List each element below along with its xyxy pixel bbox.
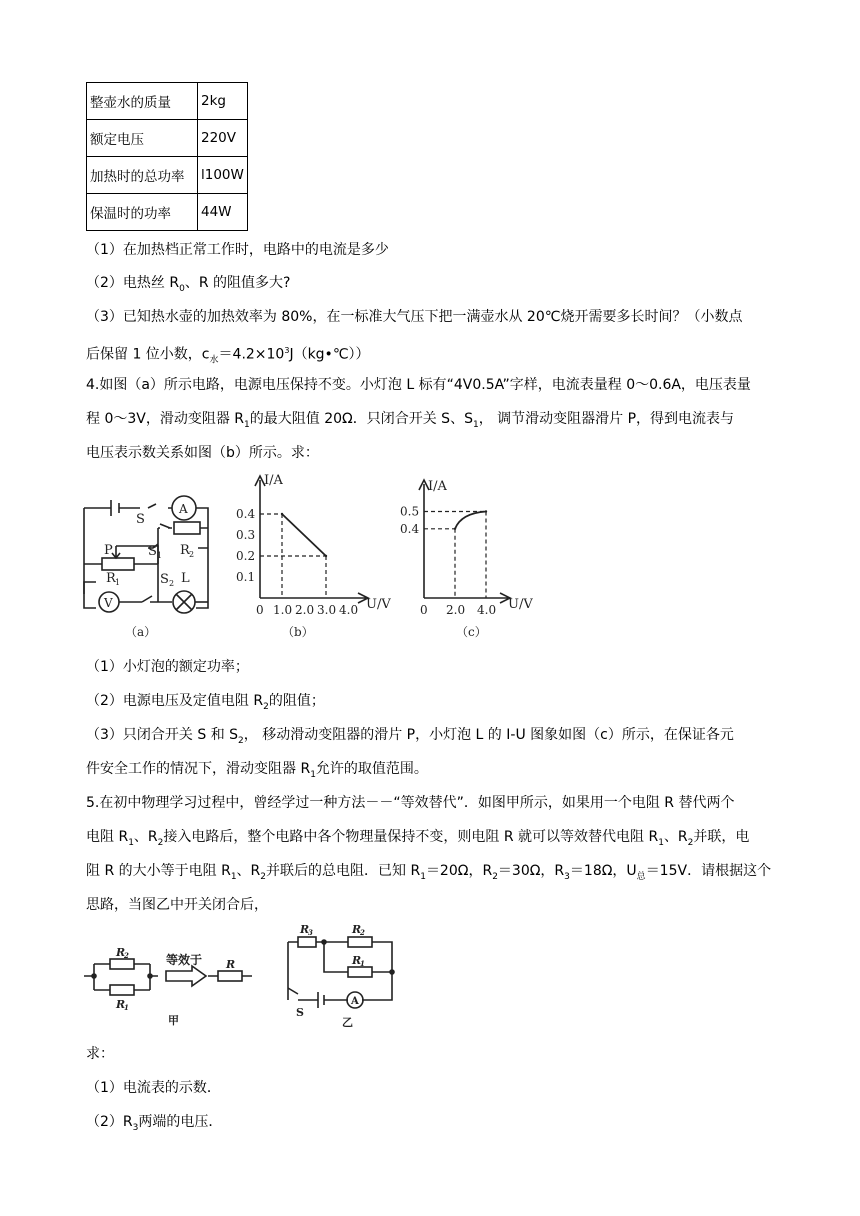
node-dot	[92, 974, 96, 978]
figure-caption-b: （b）	[282, 625, 314, 639]
arrow-right-icon	[166, 966, 206, 986]
q5-item-1: （1）电流表的示数．	[86, 1080, 221, 1096]
subscript: 2	[263, 701, 269, 712]
label-r1: R	[352, 954, 362, 967]
subscript: 1	[115, 578, 121, 587]
node-dot	[390, 970, 394, 974]
subscript: 3	[564, 871, 570, 882]
superscript: 3	[284, 346, 290, 355]
subscript: 1	[124, 1003, 129, 1012]
wire	[288, 942, 392, 992]
subscript: 2	[169, 579, 175, 588]
resistor-r-icon	[218, 971, 242, 981]
text: 允许的取值范围。	[315, 761, 428, 777]
table-row	[87, 120, 248, 157]
x-tick-label: 0	[420, 603, 428, 617]
text: ＝18Ω，U	[569, 863, 637, 879]
y-axis	[255, 476, 265, 598]
table-cell: l100W	[198, 157, 248, 194]
y-tick-label: 0.5	[400, 504, 420, 519]
lamp-cross-icon	[176, 594, 192, 610]
label-p: P	[104, 543, 113, 558]
subscript: 2	[238, 735, 244, 746]
subscript: 1	[658, 837, 664, 848]
x-tick-label: 4.0	[339, 603, 359, 617]
subscript: 水	[209, 355, 219, 366]
subscript: 2	[157, 837, 164, 848]
y-tick-label: 0.4	[236, 507, 256, 521]
figure-caption-c: （c）	[456, 625, 487, 639]
q4-line-3: 电压表示数关系如图（b）所示。求：	[86, 445, 319, 461]
text: ＝4.2×10	[218, 346, 285, 363]
q3-item-2	[86, 273, 290, 299]
x-axis	[424, 593, 510, 603]
subscript: 1	[157, 551, 163, 560]
table-cell: 保温时的功率	[87, 194, 198, 231]
label-v: V	[104, 596, 113, 610]
table-cell: 加热时的总功率	[87, 157, 198, 194]
label-s1: S	[148, 544, 157, 559]
subscript: 3	[308, 928, 313, 937]
text: 的最大阻值 20Ω．只闭合开关 S、S	[249, 411, 473, 427]
figure-caption-a: （a）	[125, 625, 157, 639]
y-tick-label: 0.3	[236, 528, 256, 542]
wire	[84, 564, 158, 594]
table-row	[87, 157, 248, 194]
resistor-r2-icon	[110, 959, 134, 969]
subscript: 1	[310, 769, 316, 780]
label-a: A	[351, 996, 359, 1007]
table-row	[87, 194, 248, 231]
x-tick-label: 3.0	[317, 603, 337, 617]
resistor-r2-icon	[174, 522, 200, 534]
figure-caption-jia: 甲	[168, 1014, 179, 1027]
text: ， 调节滑动变阻器滑片 P，得到电流表与	[478, 411, 735, 427]
q5-line-1: 5.在初中物理学习过程中，曾经学过一种方法－－“等效替代”．如图甲所示，如果用一个电阻 R 替代两个	[86, 795, 735, 811]
subscript: 2	[687, 837, 694, 848]
q4-line-1: 4.如图（a）所示电路，电源电压保持不变。小灯泡 L 标有“4V0.5A”字样，电流表量程 0～0.6A，电压表量	[86, 377, 751, 393]
y-tick-label: 0.4	[400, 521, 420, 536]
subscript: 2	[260, 871, 267, 882]
y-axis-label: I/A	[428, 479, 447, 494]
text: 、R	[133, 829, 158, 845]
q4-item-3-cont	[86, 759, 428, 785]
y-tick-label: 0.1	[236, 570, 256, 584]
q5-ask: 求：	[86, 1046, 114, 1062]
label-a: A	[179, 502, 188, 516]
circuit-figure-a	[78, 478, 218, 646]
label-s2: S	[160, 572, 169, 587]
rheostat-r1-icon	[102, 558, 134, 570]
data-point	[325, 555, 327, 557]
battery-icon	[111, 500, 119, 516]
text: 、R	[663, 829, 688, 845]
table-cell: 整壶水的质量	[87, 83, 198, 120]
text: J（kg•℃））	[289, 346, 370, 363]
data-point	[485, 510, 487, 512]
q4-item-1: （1）小灯泡的额定功率；	[86, 659, 249, 675]
figure-caption-yi: 乙	[342, 1016, 353, 1029]
subscript: 2	[124, 951, 129, 960]
q5-line-2	[86, 827, 749, 853]
q3-item-3-cont	[86, 341, 370, 370]
x-tick-label: 2.0	[446, 603, 466, 617]
q3-item-3: （3）已知热水壶的加热效率为 80%，在一标准大气压下把一满壶水从 20℃烧开需要多长时间？（小数点	[86, 309, 743, 325]
series-line	[282, 514, 326, 556]
text: 两端的电压．	[138, 1114, 223, 1130]
text: ＝20Ω，R	[425, 863, 493, 879]
wire	[288, 988, 392, 1008]
resistor-r2-icon	[348, 937, 372, 947]
text: ＝30Ω，R	[497, 863, 565, 879]
q5-line-3	[86, 861, 771, 887]
chart-b	[230, 470, 400, 642]
x-axis	[260, 593, 368, 603]
switch-s1-icon	[158, 524, 172, 528]
subscript: 总	[636, 871, 646, 882]
x-axis-label: U/V	[508, 597, 533, 612]
text: 电阻 R	[86, 829, 129, 845]
resistor-r1-icon	[348, 967, 372, 977]
q4-item-3	[86, 725, 734, 751]
table-cell: 44W	[198, 194, 248, 231]
q5-item-2	[86, 1112, 222, 1138]
data-point	[454, 528, 456, 530]
text: 后保留 1 位小数，c	[86, 346, 210, 363]
resistor-r3-icon	[298, 937, 316, 947]
text: 件安全工作的情况下，滑动变阻器 R	[86, 761, 311, 777]
text: （2）电热丝 R	[86, 275, 180, 291]
text: （3）只闭合开关 S 和 S	[86, 727, 239, 743]
series-line	[455, 512, 486, 529]
table-cell: 220V	[198, 120, 248, 157]
table-row	[87, 83, 248, 120]
q3-item-1: （1）在加热档正常工作时，电路中的电流是多少	[86, 242, 389, 258]
x-tick-label: 1.0	[273, 603, 293, 617]
equivalent-label: 等效于	[166, 953, 203, 967]
text: 的阻值；	[268, 693, 325, 709]
text: 接入电路后，整个电路中各个物理量保持不变，则电阻 R 就可以等效替代电阻 R	[163, 829, 659, 845]
subscript: 1	[420, 871, 426, 882]
spec-table	[86, 82, 248, 231]
text: 阻 R 的大小等于电阻 R	[86, 863, 231, 879]
text: 、R	[236, 863, 261, 879]
subscript: 2	[492, 871, 498, 882]
circuit-figure-yi	[280, 920, 410, 1032]
text: （2）电源电压及定值电阻 R	[86, 693, 264, 709]
text: 、R 的阻值多大?	[184, 275, 291, 291]
label-r2: R	[352, 923, 362, 936]
x-axis-label: U/V	[366, 597, 391, 612]
text: ＝15V．请根据这个	[645, 863, 772, 879]
subscript: 1	[230, 871, 237, 882]
label-r: R	[226, 958, 236, 971]
table-cell: 2kg	[198, 83, 248, 120]
subscript: 1	[244, 419, 250, 430]
x-tick-label: 2.0	[295, 603, 315, 617]
text: 程 0～3V，滑动变阻器 R	[86, 411, 245, 427]
subscript: 2	[189, 550, 195, 559]
subscript: 0	[179, 283, 185, 294]
label-r2: R	[116, 946, 126, 959]
subscript: 3	[132, 1122, 139, 1133]
text: （2）R	[86, 1114, 133, 1130]
x-tick-label: 0	[256, 603, 264, 617]
subscript: 1	[360, 959, 365, 968]
subscript: 2	[360, 928, 365, 937]
label-r2: R	[180, 543, 190, 558]
text: 并联，电	[693, 829, 750, 845]
y-axis-label: I/A	[264, 473, 283, 488]
text: 并联后的总电阻．已知 R	[266, 863, 421, 879]
node-dot	[148, 974, 152, 978]
x-tick-label: 4.0	[477, 603, 497, 617]
q4-line-2	[86, 409, 734, 435]
q5-line-4: 思路，当图乙中开关闭合后，	[86, 897, 268, 913]
text: ， 移动滑动变阻器的滑片 P，小灯泡 L 的 I-U 图象如图（c）所示，在保证各元	[243, 727, 734, 743]
label-r1: R	[106, 571, 116, 586]
label-r1: R	[116, 998, 126, 1011]
table-cell: 额定电压	[87, 120, 198, 157]
chart-c	[396, 474, 546, 644]
subscript: 1	[472, 419, 479, 430]
y-axis	[419, 480, 429, 598]
label-l: L	[181, 571, 190, 586]
resistor-r1-icon	[110, 985, 134, 995]
subscript: 1	[128, 837, 134, 848]
node-dot	[322, 940, 326, 944]
label-s: S	[136, 512, 145, 527]
label-s: S	[296, 1006, 304, 1019]
circuit-figure-jia	[82, 940, 262, 1030]
wire	[84, 508, 96, 608]
q4-item-2	[86, 691, 325, 717]
data-point	[281, 513, 283, 515]
y-tick-label: 0.2	[236, 549, 256, 563]
label-r3: R	[300, 923, 310, 936]
